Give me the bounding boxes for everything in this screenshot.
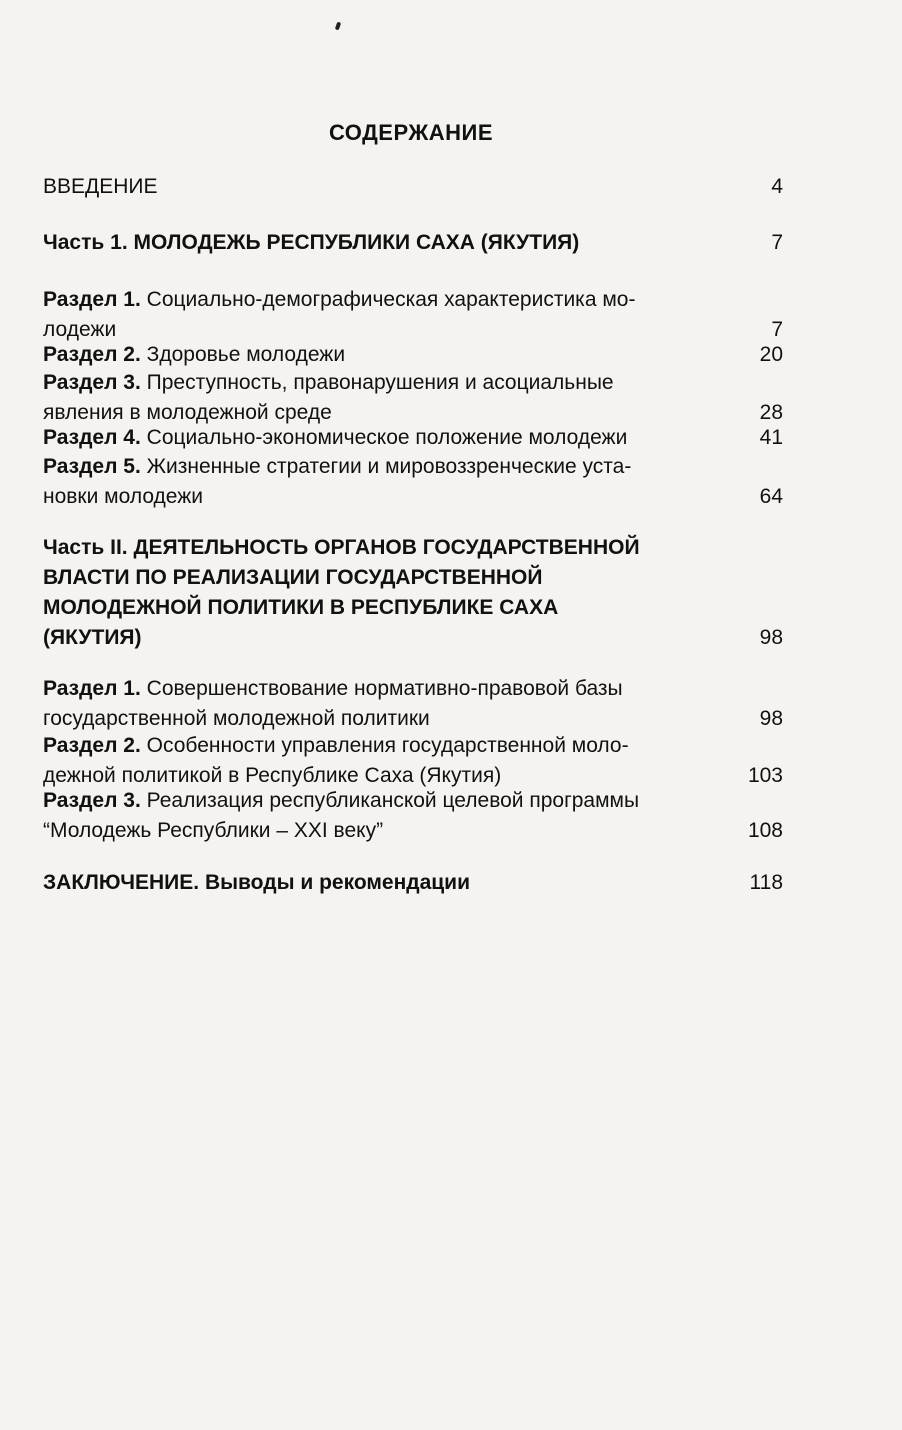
toc-page-number: 64: [759, 485, 783, 508]
ink-speck: [335, 22, 341, 31]
toc-entry-p1s2: [43, 340, 783, 370]
page-title: СОДЕРЖАНИЕ: [328, 120, 494, 145]
toc-entry-p2s2: [43, 731, 783, 791]
toc-title-cont: “Молодежь Республики – XXI веку”: [43, 819, 384, 842]
toc-title: Жизненные стратегии и мировоззренческие уста-: [146, 455, 632, 478]
toc-entry-p2s1: [43, 674, 783, 734]
toc-title-cont: государственной молодежной политики: [43, 707, 430, 730]
toc-entry-intro: [43, 172, 783, 202]
section-label: Раздел 1.: [43, 288, 141, 311]
toc-entry-p1s1: [43, 285, 783, 345]
toc-page-number: 118: [749, 871, 783, 894]
section-label: Раздел 3.: [43, 789, 141, 812]
toc-page-number: 41: [759, 426, 783, 449]
toc-page-number: 20: [759, 343, 783, 366]
section-label: Раздел 1.: [43, 677, 141, 700]
toc-page-number: 7: [771, 318, 783, 341]
toc-title-cont: ВЛАСТИ ПО РЕАЛИЗАЦИИ ГОСУДАРСТВЕННОЙ: [43, 566, 543, 589]
toc-title-cont: (ЯКУТИЯ): [43, 626, 142, 649]
toc-title: Социально-экономическое положение молодежи: [146, 426, 628, 449]
toc-title: Здоровье молодежи: [146, 343, 346, 366]
toc-page-number: 98: [759, 626, 783, 649]
toc-title-cont: дежной политикой в Республике Саха (Якутия): [43, 764, 502, 787]
toc-page-number: 7: [771, 231, 783, 254]
section-label: Раздел 3.: [43, 371, 141, 394]
toc-title: Особенности управления государственной моло-: [146, 734, 629, 757]
toc-title: Реализация республиканской целевой программы: [146, 789, 640, 812]
toc-page-number: 98: [759, 707, 783, 730]
toc-title: Часть 1. МОЛОДЕЖЬ РЕСПУБЛИКИ САХА (ЯКУТИЯ): [43, 231, 580, 254]
toc-entry-part2: [43, 533, 783, 653]
toc-page-number: 28: [759, 401, 783, 424]
toc-entry-p2s3: [43, 786, 783, 846]
toc-title: Часть II. ДЕЯТЕЛЬНОСТЬ ОРГАНОВ ГОСУДАРСТВЕННОЙ: [43, 536, 640, 559]
toc-title-cont: новки молодежи: [43, 485, 204, 508]
section-label: Раздел 4.: [43, 426, 141, 449]
toc-page-number: 4: [771, 175, 783, 198]
toc-entry-p1s5: [43, 452, 783, 512]
toc-page-number: 108: [747, 819, 783, 842]
toc-page-number: 103: [747, 764, 783, 787]
toc-title: Совершенствование нормативно-правовой базы: [146, 677, 623, 700]
toc-title-cont: явления в молодежной среде: [43, 401, 332, 424]
toc-title-cont: МОЛОДЕЖНОЙ ПОЛИТИКИ В РЕСПУБЛИКЕ САХА: [43, 596, 559, 619]
toc-entry-p1s3: [43, 368, 783, 428]
toc-title-cont: лодежи: [43, 318, 117, 341]
toc-title: Социально-демографическая характеристика мо-: [146, 288, 636, 311]
toc-entry-p1s4: [43, 423, 783, 453]
toc-title: ВВЕДЕНИЕ: [43, 175, 158, 198]
section-label: Раздел 5.: [43, 455, 141, 478]
toc-title: ЗАКЛЮЧЕНИЕ. Выводы и рекомендации: [43, 871, 471, 894]
section-label: Раздел 2.: [43, 343, 141, 366]
toc-entry-part1: [43, 228, 783, 258]
toc-title: Преступность, правонарушения и асоциальные: [146, 371, 614, 394]
toc-entry-conclusion: [43, 868, 783, 898]
section-label: Раздел 2.: [43, 734, 141, 757]
